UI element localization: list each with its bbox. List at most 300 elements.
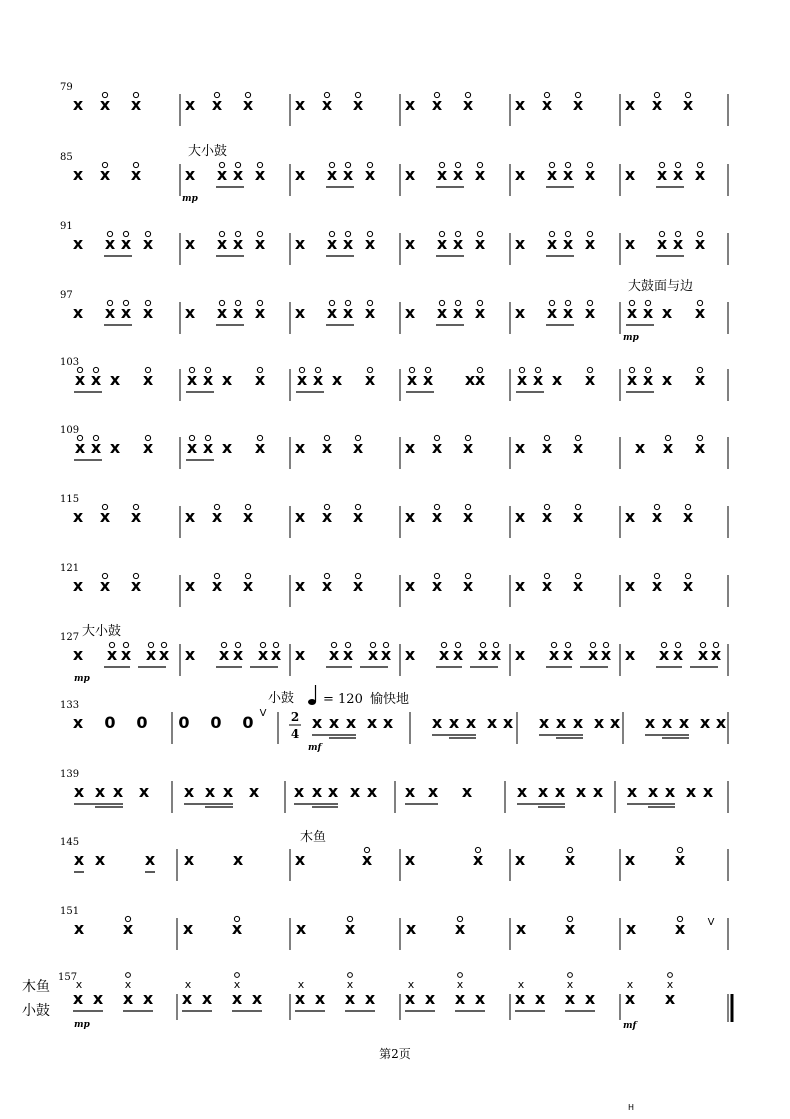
woodblock-note: x [346,978,354,991]
drum-note: x [626,782,638,801]
drum-note: x [349,782,361,801]
drum-note: x [642,303,654,322]
measure-number: 91 [60,221,73,232]
drum-note: x [142,989,154,1008]
drum-note: x [352,507,364,526]
drum-note: x [342,234,354,253]
drum-note: x [184,95,196,114]
drum-note: x [254,234,266,253]
drum-note: x [514,850,526,869]
drum-note: x [593,713,605,732]
drum-note: x [221,370,233,389]
staff-system [60,623,728,684]
drum-note: x [142,303,154,322]
measure-number: 103 [60,357,80,368]
drum-note: x [109,370,121,389]
drum-note: x [464,370,476,389]
drum-note: x [364,370,376,389]
drum-note: x [626,303,638,322]
measure-number: 85 [60,152,73,163]
drum-note: x [248,782,260,801]
drum-note: x [311,782,323,801]
drum-note: x [367,645,379,664]
staff-system [60,143,728,204]
drum-note: x [431,576,443,595]
staff-system [60,357,728,401]
drum-note: x [221,438,233,457]
drum-note: x [546,165,558,184]
drum-note: x [294,438,306,457]
accent-circle [568,973,573,978]
drum-note: x [431,438,443,457]
drum-note: x [364,165,376,184]
drum-note: x [564,850,576,869]
drum-note: x [242,507,254,526]
drum-note: x [424,989,436,1008]
drum-note: x [438,645,450,664]
drum-note: x [211,576,223,595]
drum-note: x [572,95,584,114]
drum-note: x [231,989,243,1008]
drum-note: x [120,645,132,664]
measure-number: 121 [60,563,80,574]
drum-note: x [697,645,709,664]
staff-label-snare: 小鼓 [22,1003,50,1019]
drum-note: x [422,370,434,389]
drum-note: x [514,165,526,184]
drum-note: x [254,165,266,184]
section-label: 大鼓面与边 [628,279,694,294]
section-label: 大小鼓 [82,624,122,639]
drum-note: x [651,576,663,595]
drum-note: x [345,713,357,732]
woodblock-note: x [626,978,634,991]
drum-note: x [331,370,343,389]
drum-note: x [404,782,416,801]
drum-note: x [404,645,416,664]
drum-note: x [138,782,150,801]
woodblock-note: x [517,978,525,991]
dynamic-mark: mf [623,1021,637,1031]
drum-note: x [404,576,416,595]
time-signature-top: 2 [290,710,300,724]
drum-note: x [514,95,526,114]
woodblock-note: x [184,978,192,991]
woodblock-note: x [666,978,674,991]
drum-note: x [534,989,546,1008]
drum-note: x [462,576,474,595]
drum-note: x [515,919,527,938]
drum-note: x [405,919,417,938]
drum-note: x [651,507,663,526]
drum-note: x [658,645,670,664]
drum-note: x [404,438,416,457]
drum-note: x [344,989,356,1008]
drum-note: x [72,645,84,664]
drum-note: x [327,782,339,801]
drum-note: x [295,919,307,938]
drum-note: x [572,713,584,732]
drum-note: x [270,645,282,664]
drum-note: x [232,303,244,322]
drum-note: x [211,507,223,526]
drum-note: x [112,782,124,801]
drum-note: x [94,782,106,801]
drum-note: x [242,95,254,114]
drum-note: x [624,989,636,1008]
drum-note: x [232,645,244,664]
drum-note: x [474,234,486,253]
drum-note: x [664,782,676,801]
drum-note: x [624,234,636,253]
drum-note: x [120,234,132,253]
drum-note: x [72,713,84,732]
drum-note: x [564,919,576,938]
accent-circle [668,973,673,978]
drum-note: x [624,507,636,526]
measure-number: 115 [60,494,80,505]
drum-note: x [710,645,722,664]
drum-note: x [184,507,196,526]
drum-note: x [664,989,676,1008]
drum-note: x [321,438,333,457]
drum-note: x [311,713,323,732]
staff-system [60,494,728,538]
drum-note: x [344,919,356,938]
drum-note: x [106,645,118,664]
staff-system [60,82,728,126]
drum-note: x [502,713,514,732]
woodblock-note: x [233,978,241,991]
drum-note: x [532,370,544,389]
drum-note: x [694,370,706,389]
drum-note: x [404,989,416,1008]
drum-note: x [404,95,416,114]
drum-note: x [404,507,416,526]
drum-note: x [436,234,448,253]
rest: 0 [104,713,116,732]
section-label: 小鼓 [268,691,295,706]
drum-note: x [254,370,266,389]
drum-note: x [342,165,354,184]
drum-note: x [694,438,706,457]
drum-note: x [431,713,443,732]
drum-note: x [584,234,596,253]
drum-note: x [326,303,338,322]
drum-note: x [662,438,674,457]
staff-label-woodblock: 木鱼 [22,979,50,995]
drum-note: x [516,370,528,389]
staff-system [60,829,728,881]
drum-note: x [474,165,486,184]
drum-note: x [326,165,338,184]
drum-note: x [184,165,196,184]
drum-note: x [431,507,443,526]
drum-note: x [661,713,673,732]
drum-note: x [474,370,486,389]
rest: 0 [178,713,190,732]
drum-note: x [218,645,230,664]
drum-note: x [538,713,550,732]
accent-circle [458,973,463,978]
staff-system [60,425,728,469]
drum-note: x [452,645,464,664]
accent-circle [348,973,353,978]
drum-note: x [624,850,636,869]
drum-note: x [158,645,170,664]
drum-note: x [514,234,526,253]
drum-note: x [682,507,694,526]
drum-note: x [294,507,306,526]
drum-note: x [73,782,85,801]
drum-note: x [477,645,489,664]
drum-note: x [254,438,266,457]
drum-note: x [120,303,132,322]
drum-note: x [184,303,196,322]
time-signature-bottom: 4 [290,727,300,741]
measure-number: 139 [60,769,80,780]
drum-note: x [366,713,378,732]
drum-note: x [647,782,659,801]
drum-note: x [296,370,308,389]
drum-note: x [634,438,646,457]
drum-note: x [130,95,142,114]
drum-note: x [656,165,668,184]
drum-note: x [624,576,636,595]
drum-note: x [674,919,686,938]
drum-note: x [352,576,364,595]
drum-note: x [364,303,376,322]
drum-note: x [184,576,196,595]
measure-number: 79 [60,82,73,93]
drum-note: x [294,989,306,1008]
drum-note: x [312,370,324,389]
drum-note: x [644,713,656,732]
drum-note: x [366,782,378,801]
drum-note: x [72,989,84,1008]
drum-note: x [672,165,684,184]
drum-note: x [321,507,333,526]
drum-note: x [294,645,306,664]
drum-note: x [130,507,142,526]
drum-note: x [572,438,584,457]
drum-note: x [555,713,567,732]
drum-note: x [537,782,549,801]
drum-note: x [142,370,154,389]
breath-mark: V [259,708,267,719]
drum-note: x [546,234,558,253]
drum-note: x [678,713,690,732]
measure-number: 97 [60,290,73,301]
drum-note: x [73,850,85,869]
drum-note: x [474,989,486,1008]
drum-note: x [201,989,213,1008]
drum-note: x [404,850,416,869]
drum-note: x [182,919,194,938]
drum-note: x [486,713,498,732]
tempo-marking: = 120 [323,692,363,707]
drum-note: x [321,576,333,595]
drum-note: x [462,507,474,526]
rest: 0 [136,713,148,732]
drum-note: x [361,850,373,869]
drum-note: x [587,645,599,664]
drum-note: x [584,165,596,184]
drum-note: x [656,234,668,253]
measure-number: 145 [60,837,80,848]
dynamic-mark: mp [623,333,639,343]
drum-note: x [404,165,416,184]
woodblock-note: x [566,978,574,991]
staff-system [60,221,728,265]
drum-note: x [609,713,621,732]
staff-system [60,278,728,343]
drum-note: x [216,165,228,184]
staff-system-final [22,972,732,1031]
drum-note: x [715,713,727,732]
drum-note: x [90,438,102,457]
drum-note: x [72,165,84,184]
drum-note: x [72,576,84,595]
drum-note: x [682,576,694,595]
drum-note: x [364,234,376,253]
staff-system [60,563,728,607]
drum-note: x [454,989,466,1008]
drum-note: x [104,234,116,253]
drum-note: x [382,713,394,732]
drum-note: x [514,507,526,526]
drum-note: x [380,645,392,664]
drum-note: x [514,989,526,1008]
drum-note: x [694,165,706,184]
dynamic-mark: mp [74,674,90,684]
drum-note: x [642,370,654,389]
drum-note: x [242,576,254,595]
drum-note: x [342,303,354,322]
drum-note: x [202,370,214,389]
drum-note: x [694,234,706,253]
drum-note: x [436,165,448,184]
woodblock-note: x [124,978,132,991]
corner-mark: H [628,1103,635,1112]
drum-note: x [462,438,474,457]
drum-note: x [222,782,234,801]
quarter-note-icon [308,699,316,705]
drum-note: x [293,782,305,801]
drum-note: x [145,645,157,664]
drum-note: x [72,507,84,526]
drum-note: x [232,165,244,184]
measure-number: 151 [60,906,80,917]
drum-note: x [541,95,553,114]
drum-note: x [452,303,464,322]
drum-note: x [294,303,306,322]
dynamic-mark: mp [74,1020,90,1030]
woodblock-note: x [456,978,464,991]
drum-note: x [326,234,338,253]
accent-circle [235,973,240,978]
drum-note: x [541,507,553,526]
drum-note: x [72,234,84,253]
drum-note: x [74,370,86,389]
drum-note: x [546,303,558,322]
drum-note: x [672,234,684,253]
drum-note: x [600,645,612,664]
drum-note: x [584,303,596,322]
section-label: 大小鼓 [188,144,228,159]
drum-note: x [94,850,106,869]
drum-note: x [427,782,439,801]
drum-note: x [216,234,228,253]
drum-note: x [572,507,584,526]
dynamic-mark: mf [308,743,322,753]
drum-note: x [431,95,443,114]
drum-note: x [436,303,448,322]
drum-note: x [674,850,686,869]
drum-note: x [294,95,306,114]
drum-note: x [364,989,376,1008]
rest: 0 [210,713,222,732]
drum-note: x [321,95,333,114]
drum-note: x [514,576,526,595]
drum-note: x [694,303,706,322]
drum-note: x [624,95,636,114]
drum-note: x [572,576,584,595]
drum-note: x [462,95,474,114]
drum-note: x [109,438,121,457]
drum-note: x [624,165,636,184]
drum-note: x [575,782,587,801]
drum-note: x [562,234,574,253]
drum-note: x [514,645,526,664]
drum-note: x [541,576,553,595]
drum-note: x [328,713,340,732]
drum-note: x [328,645,340,664]
drum-note: x [90,370,102,389]
drum-note: x [490,645,502,664]
dynamic-mark: mp [182,194,198,204]
drum-note: x [584,989,596,1008]
drum-note: x [404,234,416,253]
measure-number: 157 [58,972,78,983]
drum-note: x [130,576,142,595]
drum-note: x [624,645,636,664]
drum-note: x [142,438,154,457]
drum-note: x [562,303,574,322]
drum-note: x [186,370,198,389]
drum-note: x [672,645,684,664]
accent-circle [126,973,131,978]
drum-note: x [699,713,711,732]
drum-note: x [122,989,134,1008]
drum-note: x [184,234,196,253]
drum-note: x [99,507,111,526]
drum-note: x [73,919,85,938]
measure-number: 109 [60,425,80,436]
drum-note: x [352,95,364,114]
breath-mark: V [707,917,715,928]
drum-note: x [685,782,697,801]
drum-note: x [452,234,464,253]
woodblock-note: x [75,978,83,991]
drum-note: x [183,782,195,801]
drum-note: x [204,782,216,801]
section-label: 木鱼 [300,830,327,845]
drum-note: x [474,303,486,322]
drum-note: x [232,850,244,869]
drum-note: x [514,438,526,457]
drum-note: x [251,989,263,1008]
